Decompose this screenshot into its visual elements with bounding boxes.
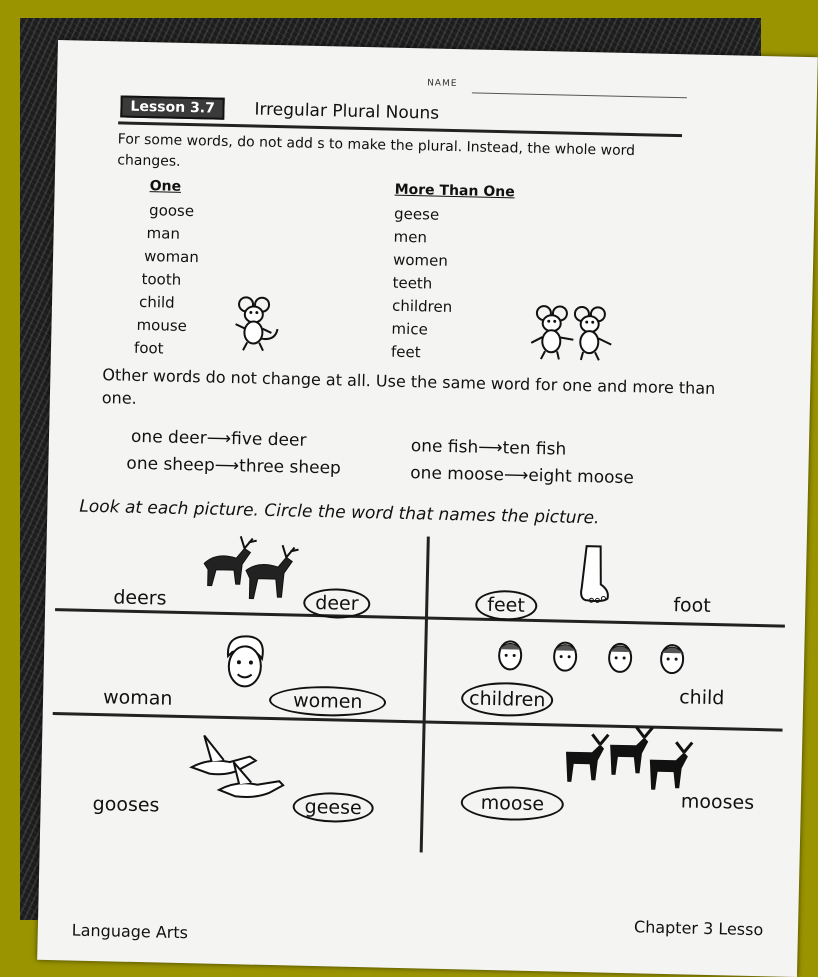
name-label: NAME [426,78,458,90]
example-many: ten fish [502,438,567,460]
arrow-icon: ⟶ [214,455,240,477]
circled-answer: women [269,685,387,718]
example-row [131,427,307,451]
example-one: one sheep [126,453,216,476]
word-more: women [392,250,449,270]
moose-icon [561,730,692,793]
word-one: goose [148,201,195,221]
geese-icon [189,731,291,813]
example-row [410,463,634,488]
choice-word: woman [102,686,173,710]
word-more: mice [391,319,428,339]
circled-answer: feet [475,590,537,621]
intro-text: For some words, do not add s to make the plural. Instead, the whole word changes. [117,131,636,170]
worksheet-page [37,40,818,977]
photo-background [20,18,764,943]
word-more: children [391,296,453,317]
word-one: foot [133,338,164,358]
word-more: teeth [392,273,433,293]
page-title: Irregular Plural Nouns [254,99,440,124]
circled-answer: moose [460,785,564,821]
col-one-header: One [149,178,182,195]
other-words-text: Other words do not change at all. Use the same word for one and more than one. [101,365,716,408]
word-one: woman [143,247,200,267]
children-faces-icon [494,635,685,679]
choice-word: deers [113,586,167,610]
word-more: feet [390,342,421,362]
mouse-icon [231,294,282,355]
example-row [411,436,567,460]
choice-word: mooses [680,790,755,814]
woman-face-icon [221,634,268,695]
circled-answer: children [461,681,554,717]
mice-icon [521,303,622,365]
grid-divider-horizontal [53,712,783,732]
choice-word: gooses [92,792,160,817]
example-many: five deer [230,429,307,451]
arrow-icon: ⟶ [503,465,529,486]
circled-answer: geese [292,792,374,824]
instruction-text: Look at each picture. Circle the word that names the picture. [79,496,600,529]
word-one: child [138,292,175,312]
grid-divider-vertical [420,536,430,852]
lesson-badge: Lesson 3.7 [120,95,225,119]
example-many: three sheep [238,456,342,479]
circled-answer: deer [303,588,371,620]
example-one: one deer [130,426,207,449]
word-more: men [393,227,428,247]
deer-icon [195,533,307,605]
word-one: mouse [136,315,188,335]
arrow-icon: ⟶ [206,428,232,450]
name-line [472,92,687,98]
example-one: one moose [410,463,505,486]
choice-word: foot [673,594,711,617]
footer-left: Language Arts [71,920,189,943]
col-more-header: More Than One [394,181,515,201]
arrow-icon: ⟶ [478,437,503,459]
example-row [126,454,341,479]
word-one: man [146,224,181,243]
example-many: eight moose [528,465,635,489]
choice-word: child [678,686,725,710]
word-more: geese [393,204,440,224]
word-one: tooth [141,269,182,289]
footer-right: Chapter 3 Lesso [633,917,764,940]
foot-icon [573,544,614,605]
example-one: one fish [410,436,479,458]
